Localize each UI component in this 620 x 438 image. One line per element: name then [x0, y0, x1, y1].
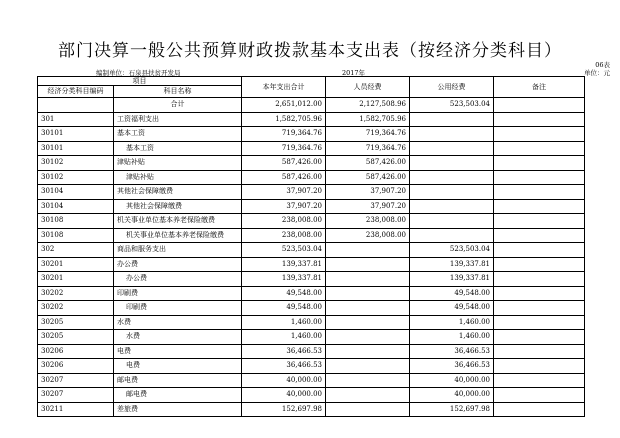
header-project: 项目 — [38, 77, 242, 86]
cell-total: 719,364.76 — [242, 141, 326, 156]
cell-personnel: 587,426.00 — [326, 156, 410, 171]
table-row — [38, 156, 585, 171]
cell-public — [410, 199, 494, 214]
cell-personnel — [326, 272, 410, 287]
cell-code: 301 — [38, 112, 114, 127]
cell-personnel: 37,907.20 — [326, 199, 410, 214]
cell-code: 30102 — [38, 156, 114, 171]
cell-note — [494, 98, 585, 113]
cell-personnel: 2,127,508.96 — [326, 98, 410, 113]
cell-personnel: 719,364.76 — [326, 141, 410, 156]
cell-name: 邮电费 — [114, 373, 242, 388]
header-total: 本年支出合计 — [242, 77, 326, 98]
cell-name: 津贴补贴 — [114, 170, 242, 185]
cell-total: 152,697.98 — [242, 402, 326, 417]
cell-note — [494, 373, 585, 388]
table-row — [38, 359, 585, 374]
cell-code: 30207 — [38, 388, 114, 403]
table-row — [38, 330, 585, 345]
cell-code: 30104 — [38, 185, 114, 200]
cell-code: 30101 — [38, 127, 114, 142]
table-row — [38, 199, 585, 214]
cell-total: 1,460.00 — [242, 330, 326, 345]
cell-code: 30108 — [38, 214, 114, 229]
header-public: 公用经费 — [410, 77, 494, 98]
cell-personnel — [326, 388, 410, 403]
cell-public — [410, 214, 494, 229]
cell-note — [494, 402, 585, 417]
cell-personnel: 238,008.00 — [326, 228, 410, 243]
cell-code: 30101 — [38, 141, 114, 156]
cell-name: 合计 — [114, 98, 242, 113]
cell-note — [494, 228, 585, 243]
cell-personnel — [326, 330, 410, 345]
cell-public: 152,697.98 — [410, 402, 494, 417]
cell-note — [494, 141, 585, 156]
table-row — [38, 301, 585, 316]
cell-public: 523,503.04 — [410, 243, 494, 258]
cell-note — [494, 388, 585, 403]
cell-total: 139,337.81 — [242, 257, 326, 272]
money-unit: 单位：元 — [584, 69, 610, 77]
cell-personnel — [326, 257, 410, 272]
cell-total: 40,000.00 — [242, 388, 326, 403]
cell-public — [410, 228, 494, 243]
cell-note — [494, 315, 585, 330]
cell-name: 商品和服务支出 — [114, 243, 242, 258]
header-name: 科目名称 — [114, 86, 242, 98]
header-code: 经济分类科目编码 — [38, 86, 114, 98]
cell-personnel — [326, 344, 410, 359]
cell-total: 36,466.53 — [242, 344, 326, 359]
cell-personnel — [326, 402, 410, 417]
cell-code: 30201 — [38, 257, 114, 272]
cell-total: 1,582,705.96 — [242, 112, 326, 127]
cell-public — [410, 127, 494, 142]
cell-name: 邮电费 — [114, 388, 242, 403]
cell-personnel: 1,582,705.96 — [326, 112, 410, 127]
header-note: 备注 — [494, 77, 585, 98]
table-row — [38, 272, 585, 287]
cell-public — [410, 185, 494, 200]
total-row — [38, 98, 585, 113]
cell-total: 719,364.76 — [242, 127, 326, 142]
cell-public: 139,337.81 — [410, 272, 494, 287]
cell-public: 1,460.00 — [410, 330, 494, 345]
cell-note — [494, 286, 585, 301]
cell-code — [38, 98, 114, 113]
cell-name: 办公费 — [114, 272, 242, 287]
cell-name: 印刷费 — [114, 286, 242, 301]
cell-personnel: 587,426.00 — [326, 170, 410, 185]
cell-public: 36,466.53 — [410, 344, 494, 359]
cell-name: 水费 — [114, 330, 242, 345]
cell-total: 587,426.00 — [242, 170, 326, 185]
table-row — [38, 141, 585, 156]
cell-code: 30104 — [38, 199, 114, 214]
table-row — [38, 112, 585, 127]
table-row — [38, 388, 585, 403]
cell-note — [494, 199, 585, 214]
cell-personnel: 719,364.76 — [326, 127, 410, 142]
cell-public: 36,466.53 — [410, 359, 494, 374]
cell-code: 30205 — [38, 315, 114, 330]
cell-note — [494, 156, 585, 171]
header-personnel: 人员经费 — [326, 77, 410, 98]
cell-public — [410, 112, 494, 127]
cell-personnel — [326, 301, 410, 316]
cell-note — [494, 257, 585, 272]
cell-total: 238,008.00 — [242, 214, 326, 229]
cell-name: 电费 — [114, 344, 242, 359]
table-row — [38, 127, 585, 142]
cell-name: 水费 — [114, 315, 242, 330]
cell-note — [494, 359, 585, 374]
cell-name: 差旅费 — [114, 402, 242, 417]
cell-total: 49,548.00 — [242, 286, 326, 301]
cell-note — [494, 344, 585, 359]
cell-total: 37,907.20 — [242, 199, 326, 214]
cell-note — [494, 272, 585, 287]
cell-code: 30108 — [38, 228, 114, 243]
table-row — [38, 214, 585, 229]
cell-name: 基本工资 — [114, 141, 242, 156]
cell-total: 587,426.00 — [242, 156, 326, 171]
table-row — [38, 286, 585, 301]
form-number: 06表 — [595, 61, 610, 69]
cell-total: 37,907.20 — [242, 185, 326, 200]
cell-note — [494, 170, 585, 185]
cell-code: 30207 — [38, 373, 114, 388]
cell-code: 30206 — [38, 359, 114, 374]
cell-code: 302 — [38, 243, 114, 258]
cell-public — [410, 156, 494, 171]
cell-total: 1,460.00 — [242, 315, 326, 330]
cell-code: 30201 — [38, 272, 114, 287]
cell-code: 30202 — [38, 301, 114, 316]
cell-total: 523,503.04 — [242, 243, 326, 258]
table-row — [38, 315, 585, 330]
cell-code: 30205 — [38, 330, 114, 345]
cell-public: 49,548.00 — [410, 301, 494, 316]
cell-public — [410, 170, 494, 185]
cell-name: 其他社会保障缴费 — [114, 185, 242, 200]
report-year: 2017年 — [342, 69, 366, 77]
table-row — [38, 257, 585, 272]
cell-personnel: 238,008.00 — [326, 214, 410, 229]
table-row — [38, 344, 585, 359]
budget-table — [37, 76, 585, 417]
cell-name: 其他社会保障缴费 — [114, 199, 242, 214]
table-row — [38, 243, 585, 258]
table-row — [38, 185, 585, 200]
table-row — [38, 170, 585, 185]
cell-name: 电费 — [114, 359, 242, 374]
cell-note — [494, 301, 585, 316]
cell-total: 2,651,012.00 — [242, 98, 326, 113]
cell-code: 30202 — [38, 286, 114, 301]
cell-code: 30102 — [38, 170, 114, 185]
cell-total: 139,337.81 — [242, 272, 326, 287]
cell-total: 36,466.53 — [242, 359, 326, 374]
cell-personnel — [326, 359, 410, 374]
cell-note — [494, 243, 585, 258]
cell-note — [494, 185, 585, 200]
cell-name: 基本工资 — [114, 127, 242, 142]
table-row — [38, 402, 585, 417]
compiling-unit: 编制单位：石泉县扶贫开发局 — [96, 69, 181, 77]
cell-note — [494, 330, 585, 345]
cell-personnel — [326, 373, 410, 388]
cell-public: 49,548.00 — [410, 286, 494, 301]
table-row — [38, 228, 585, 243]
cell-public: 139,337.81 — [410, 257, 494, 272]
cell-code: 30211 — [38, 402, 114, 417]
cell-personnel — [326, 315, 410, 330]
cell-total: 238,008.00 — [242, 228, 326, 243]
cell-personnel — [326, 243, 410, 258]
cell-public — [410, 141, 494, 156]
table-body — [38, 98, 585, 417]
cell-public: 523,503.04 — [410, 98, 494, 113]
cell-name: 津贴补贴 — [114, 156, 242, 171]
cell-note — [494, 112, 585, 127]
table-row — [38, 373, 585, 388]
cell-name: 印刷费 — [114, 301, 242, 316]
cell-note — [494, 214, 585, 229]
cell-personnel: 37,907.20 — [326, 185, 410, 200]
cell-name: 机关事业单位基本养老保险缴费 — [114, 214, 242, 229]
cell-public: 40,000.00 — [410, 373, 494, 388]
report-title: 部门决算一般公共预算财政拨款基本支出表（按经济分类科目） — [58, 41, 562, 61]
cell-name: 办公费 — [114, 257, 242, 272]
cell-total: 40,000.00 — [242, 373, 326, 388]
cell-personnel — [326, 286, 410, 301]
cell-public: 40,000.00 — [410, 388, 494, 403]
cell-code: 30206 — [38, 344, 114, 359]
cell-name: 机关事业单位基本养老保险缴费 — [114, 228, 242, 243]
cell-note — [494, 127, 585, 142]
cell-total: 49,548.00 — [242, 301, 326, 316]
cell-public: 1,460.00 — [410, 315, 494, 330]
cell-name: 工资福利支出 — [114, 112, 242, 127]
